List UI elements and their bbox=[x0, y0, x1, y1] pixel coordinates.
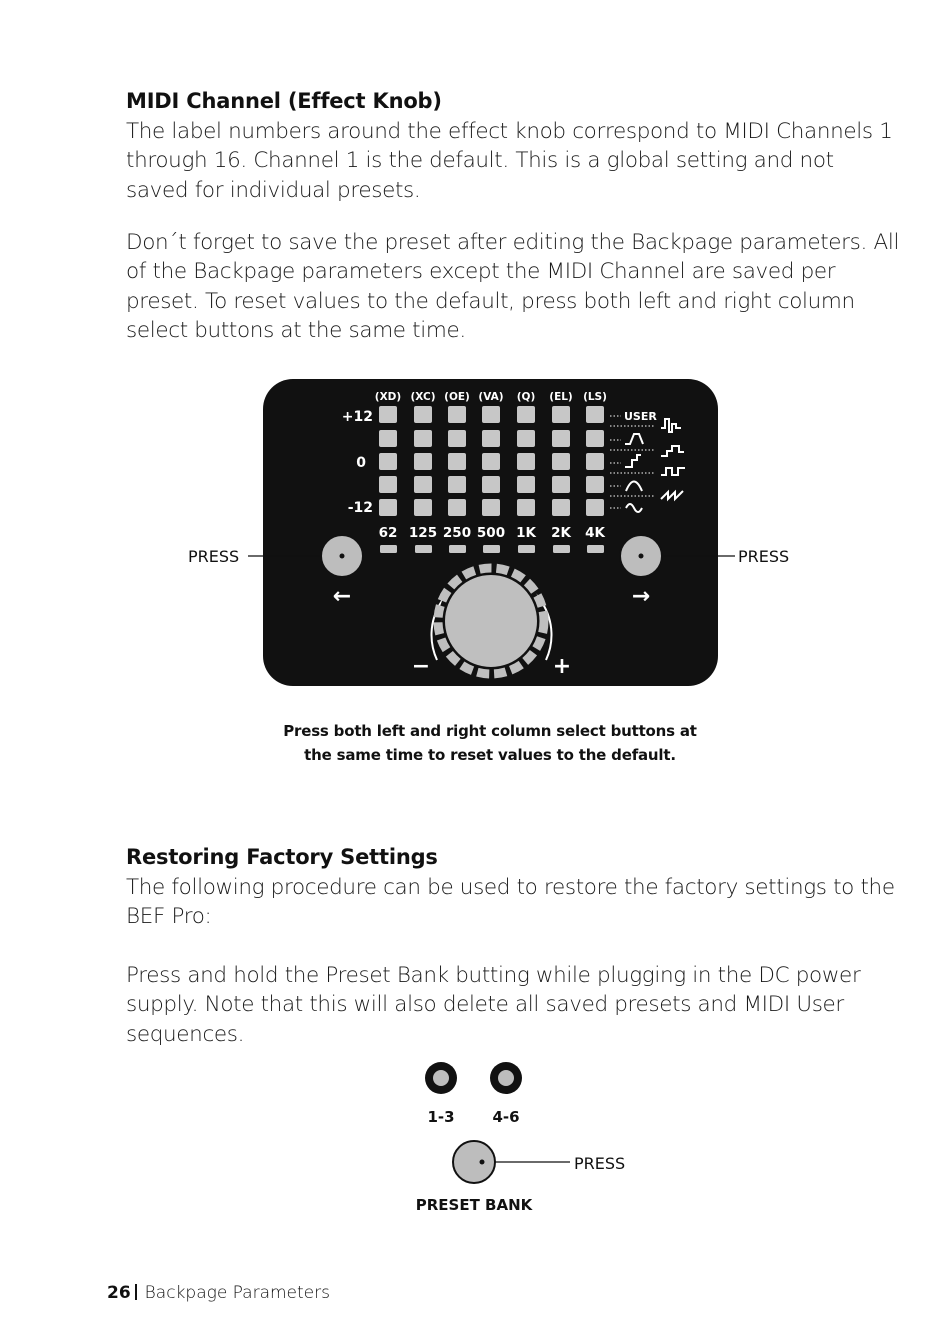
column-tag: (OE) bbox=[444, 391, 470, 403]
led bbox=[517, 453, 535, 470]
select-led bbox=[483, 545, 500, 553]
led bbox=[448, 430, 466, 447]
right-press-label: PRESS bbox=[738, 547, 790, 566]
effect-knob[interactable] bbox=[432, 568, 552, 674]
freq-label: 250 bbox=[442, 525, 472, 541]
freq-label: 62 bbox=[378, 525, 398, 541]
preset-press-label: PRESS bbox=[574, 1154, 626, 1173]
column-tags bbox=[375, 391, 607, 403]
led bbox=[586, 476, 604, 493]
led bbox=[414, 476, 432, 493]
midi-paragraph-1: The label numbers around the effect knob correspond to MIDI Channels 1 through 16. Channel 1 is the default. This is a global setting and not saved for individual presets. bbox=[126, 119, 893, 203]
preset-led-label-1-3: 1-3 bbox=[427, 1108, 455, 1126]
led bbox=[379, 406, 397, 423]
preset-led-label-4-6: 4-6 bbox=[492, 1108, 520, 1126]
backpage-panel-figure bbox=[180, 370, 820, 700]
led bbox=[379, 499, 397, 516]
led bbox=[586, 406, 604, 423]
led bbox=[482, 499, 500, 516]
freq-label: 2K bbox=[551, 525, 571, 541]
freq-label: 500 bbox=[476, 525, 506, 541]
led bbox=[448, 406, 466, 423]
select-led bbox=[553, 545, 570, 553]
select-led bbox=[587, 545, 604, 553]
led bbox=[482, 430, 500, 447]
column-tag: (XC) bbox=[410, 391, 436, 403]
led bbox=[379, 430, 397, 447]
led bbox=[448, 499, 466, 516]
led bbox=[552, 430, 570, 447]
led bbox=[379, 476, 397, 493]
restore-paragraph-2: Press and hold the Preset Bank butting while plugging in the DC power supply. Note that this will also delete all saved presets and MIDI User sequences. bbox=[126, 963, 861, 1047]
led bbox=[414, 430, 432, 447]
select-led bbox=[415, 545, 432, 553]
led bbox=[586, 499, 604, 516]
column-tag: (Q) bbox=[516, 391, 536, 403]
left-press-label: PRESS bbox=[188, 547, 240, 566]
knob-plus-label: + bbox=[552, 654, 572, 679]
led bbox=[552, 453, 570, 470]
column-tag: (LS) bbox=[583, 391, 607, 403]
led bbox=[517, 430, 535, 447]
footer-section-name: Backpage Parameters bbox=[144, 1283, 330, 1303]
led bbox=[482, 406, 500, 423]
page-number: 26 bbox=[107, 1283, 131, 1303]
led bbox=[517, 476, 535, 493]
led bbox=[482, 453, 500, 470]
row-label-plus12: +12 bbox=[341, 409, 373, 425]
footer-divider bbox=[135, 1284, 137, 1300]
led bbox=[482, 476, 500, 493]
knob-minus-label: − bbox=[411, 654, 431, 679]
column-tag: (VA) bbox=[478, 391, 504, 403]
led bbox=[552, 499, 570, 516]
freq-label: 125 bbox=[408, 525, 438, 541]
select-led bbox=[449, 545, 466, 553]
led bbox=[552, 476, 570, 493]
freq-label: 1K bbox=[516, 525, 536, 541]
led bbox=[517, 499, 535, 516]
led bbox=[552, 406, 570, 423]
led bbox=[586, 430, 604, 447]
preset-bank-button[interactable] bbox=[453, 1141, 495, 1183]
led bbox=[448, 453, 466, 470]
led bbox=[414, 406, 432, 423]
restore-paragraph-1: The following procedure can be used to restore the factory settings to the BEF Pro: bbox=[126, 875, 895, 930]
preset-bank-figure bbox=[400, 1050, 660, 1220]
row-label-minus12: -12 bbox=[347, 500, 373, 516]
section-title-restoring-factory-settings: Restoring Factory Settings bbox=[126, 845, 438, 869]
led bbox=[517, 406, 535, 423]
column-tag: (XD) bbox=[374, 391, 402, 403]
select-led bbox=[518, 545, 535, 553]
led bbox=[414, 499, 432, 516]
preset-bank-label: PRESET BANK bbox=[415, 1196, 533, 1214]
wave-user-label: USER bbox=[624, 410, 657, 423]
left-arrow-icon: ← bbox=[332, 584, 352, 609]
figure-caption: Press both left and right column select buttons at the same time to reset values to the default. bbox=[283, 722, 697, 764]
select-led bbox=[380, 545, 397, 553]
led bbox=[379, 453, 397, 470]
led bbox=[414, 453, 432, 470]
freq-label: 4K bbox=[585, 525, 605, 541]
right-arrow-icon: → bbox=[631, 584, 651, 609]
column-tag: (EL) bbox=[549, 391, 573, 403]
page-footer bbox=[107, 1283, 330, 1303]
midi-paragraph-2: Don´t forget to save the preset after editing the Backpage parameters. All of the Backpage parameters except the MIDI Channel are saved per preset. To reset values to the default, press both left and right column select buttons at the same time. bbox=[126, 230, 900, 343]
row-label-zero: 0 bbox=[356, 455, 366, 471]
section-title-midi-channel: MIDI Channel (Effect Knob) bbox=[126, 89, 442, 113]
led bbox=[586, 453, 604, 470]
led bbox=[448, 476, 466, 493]
